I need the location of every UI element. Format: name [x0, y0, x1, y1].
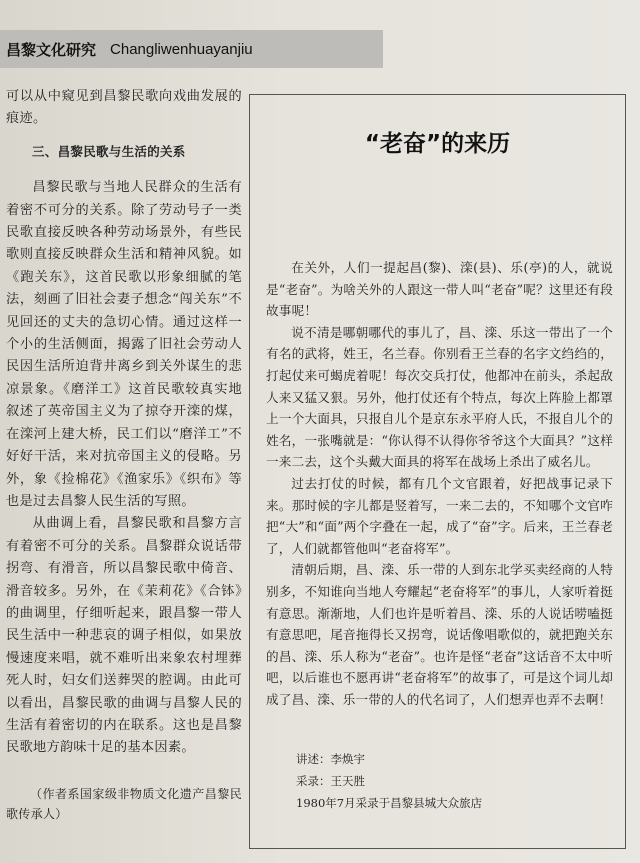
header-title-cn: 昌黎文化研究 — [6, 40, 97, 59]
story-paragraph: 在关外，人们一提起昌(黎)、滦(县)、乐(亭)的人，就说是“老奋”。为啥关外的人跟这一带人叫“老奋”呢？这里还有段故事呢！ — [266, 260, 613, 319]
story-credits — [296, 748, 482, 814]
story-paragraph: 过去打仗的时候，都有几个文官跟着，好把战事记录下来。那时候的字儿都是竖着写，一来二去的，不知哪个文官咋把“大”和“面”两个字叠在一起，成了“奋”字。后来，王兰春老了，人们就都管他叫“老奋将军”。 — [266, 475, 613, 556]
paragraph: 从曲调上看，昌黎民歌和昌黎方言有着密不可分的关系。昌黎群众说话带拐弯、有滑音，所以昌黎民歌中倚音、滑音较多。另外，在《茉莉花》《合钵》的曲调里，仔细听起来，跟昌黎一带人民生活中一种悲哀的调子相似，如果放慢速度来唱，就不难听出来象农村埋葬死人时，妇女们送葬哭的腔调。由此可以看出，昌黎民歌的曲调与昌黎人民的生活有着密切的内在联系。这也是昌黎民歌地方韵味十足的基本因素。 — [6, 516, 242, 756]
section-heading: 三、昌黎民歌与生活的关系 — [32, 143, 186, 159]
story-box — [249, 94, 626, 849]
running-header — [0, 30, 383, 68]
narrator-credit: 讲述：李焕宇 — [296, 752, 365, 766]
paragraph: 可以从中窥见到昌黎民歌向戏曲发展的痕迹。 — [6, 89, 242, 127]
record-date: 1980年7月采录于昌黎县城大众旅店 — [296, 796, 483, 810]
left-column — [6, 86, 242, 824]
recorder-credit: 采录：王天胜 — [296, 774, 365, 788]
author-note: （作者系国家级非物质文化遗产昌黎民歌传承人） — [6, 786, 242, 821]
paragraph: 昌黎民歌与当地人民群众的生活有着密不可分的关系。除了劳动号子一类民歌直接反映各种劳动场景外，有些民歌则直接反映群众生活和精神风貌。如《跑关东》，这首民歌以形象细腻的笔法，刻画了旧社会妻子想念“闯关东”不见回还的丈夫的急切心情。通过这样一个小的生活侧面，揭露了旧社会劳动人民因生活所迫背井离乡到关外谋生的悲凉景象。《磨洋工》这首民歌较真实地叙述了英帝国主义为了掠夺开滦的煤，在滦河上建大桥，民工们以“磨洋工”不好好干活，来对抗帝国主义的侵略。另外，象《捡棉花》《渔家乐》《织布》等也是过去昌黎人民生活的写照。 — [6, 180, 242, 509]
story-paragraph: 清朝后期，昌、滦、乐一带的人到东北学买卖经商的人特别多，不知谁向当地人夸耀起“老奋将军”的事儿，人家听着挺有意思。渐渐地，人们也许是听着昌、滦、乐的人说话唠嗑挺有意思吧，尾音拖得长又拐弯，说话像唱歌似的，就把跑关东的昌、滦、乐人称为“老奋”。也许是怪“老奋”这话音不太中听吧，以后谁也不愿再讲“老奋将军”的故事了，可是这个词儿却成了昌、滦、乐一带的人的代名词了，人们想弄也弄不去啊！ — [266, 562, 613, 707]
story-title: “老奋”的来历 — [364, 131, 511, 157]
header-title-en: Changliwenhuayanjiu — [110, 40, 253, 58]
story-paragraph: 说不清是哪朝哪代的事儿了，昌、滦、乐这一带出了一个有名的武将，姓王，名兰春。你别看王兰春的名字文绉绉的，打起仗来可蝎虎着呢！每次交兵打仗，他都冲在前头，杀起敌人来又猛又狠。另外，他打仗还有个特点，每次上阵脸上都罩上一个大面具，只报自儿个是京东永平府人氏，不报自儿个的姓名，一张嘴就是：“你认得不认得你爷爷这个大面具？”这样一来二去，这个头戴大面具的将军在战场上杀出了威名儿。 — [266, 324, 613, 470]
story-body — [266, 257, 613, 710]
